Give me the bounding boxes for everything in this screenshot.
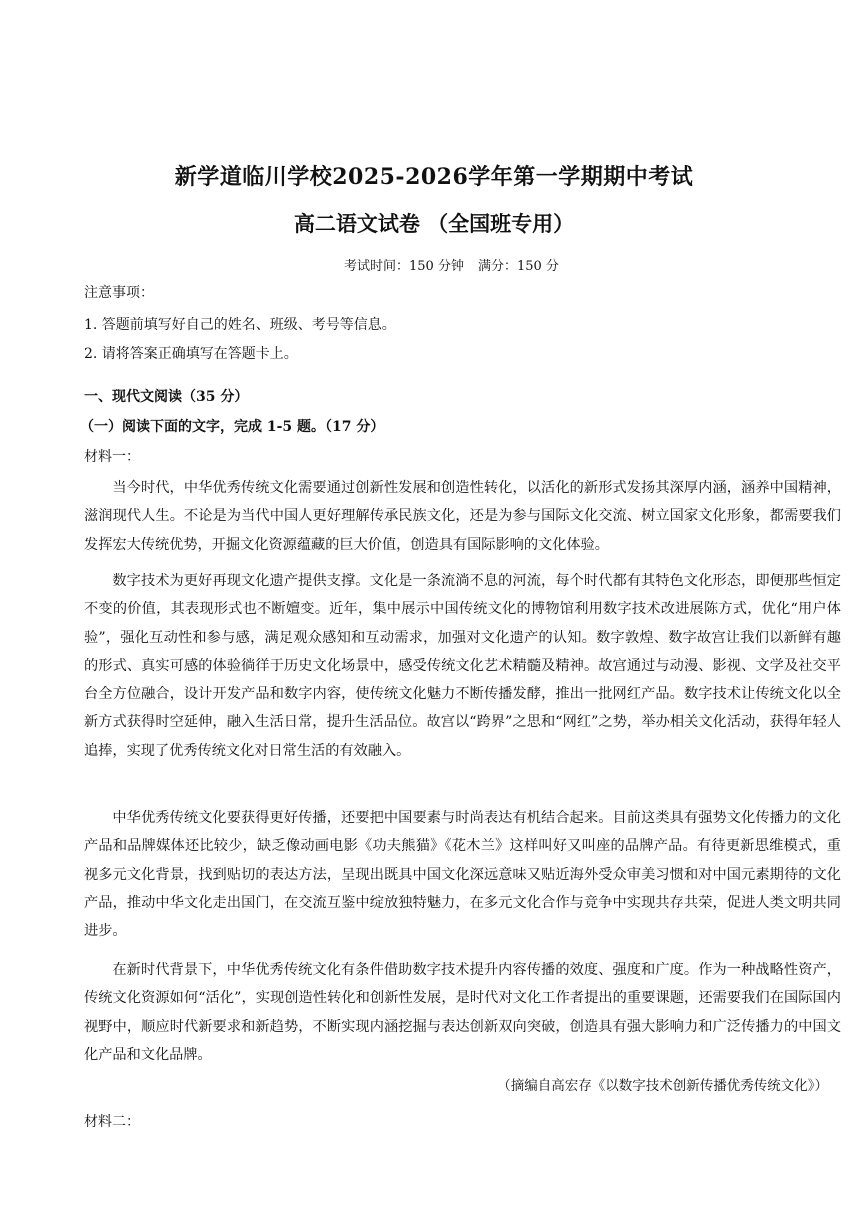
section-heading: 一、现代文阅读（35 分） [84, 389, 249, 405]
material-one-label: 材料一： [84, 449, 140, 465]
material-two-label: 材料二： [84, 1114, 140, 1130]
paragraph-2: 数字技术为更好再现文化遗产提供支撑。文化是一条流淌不息的河流，每个时代都有其特色文化形态，即便那些恒定不变的价值，其表现形式也不断嬗变。近年，集中展示中国传统文化的博物馆利用数字技术改进展陈方式，优化“用户体验”，强化互动性和参与感，满足观众感知和互动需求，加强对文化遗产的认知。数字敦煌、数字故宫让我们以新鲜有趣的形式、真实可感的体验徜徉于历史文化场景中，感受传统文化艺术精髓及精神。故宫通过与动漫、影视、文学及社交平台全方位融合，设计开发产品和数字内容，使传统文化魅力不断传播发酵，推出一批网红产品。数字技术让传统文化以全新方式获得时空延伸，融入生活日常，提升生活品位。故宫以“跨界”之思和“网红”之势，举办相关文化活动，获得年轻人追捧，实现了优秀传统文化对日常生活的有效融入。 [84, 573, 841, 759]
exam-info [344, 255, 559, 274]
question-group-heading: （一）阅读下面的文字，完成 1-5 题。（17 分） [80, 419, 385, 435]
paragraph-4: 在新时代背景下，中华优秀传统文化有条件借助数字技术提升内容传播的效度、强度和广度。作为一种战略性资产，传统文化资源如何“活化”，实现创造性转化和创新性发展，是时代对文化工作者提出的重要课题，还需要我们在国际国内视野中，顺应时代新要求和新趋势，不断实现内涵挖掘与表达创新双向突破，创造具有强大影响力和广泛传播力的中国文化产品和文化品牌。 [84, 962, 841, 1063]
full-score: 满分：150 分 [477, 259, 559, 274]
source-citation: （摘编自高宏存《以数字技术创新传播优秀传统文化》） [497, 1078, 828, 1094]
exam-time: 考试时间：150 分钟 [344, 259, 464, 274]
exam-title: 新学道临川学校2025-2026学年第一学期期中考试 [174, 164, 694, 190]
paragraph-1: 当今时代，中华优秀传统文化需要通过创新性发展和创造性转化，以活化的新形式发扬其深厚内涵，涵养中国精神，滋润现代人生。不论是为当代中国人更好理解传承民族文化，还是为参与国际文化交流、树立国家文化形象，都需要我们发挥宏大传统优势，开掘文化资源蕴藏的巨大价值，创造具有国际影响的文化体验。 [84, 480, 841, 553]
exam-subtitle: 高二语文试卷 （全国班专用） [293, 211, 575, 236]
notice-item-2: 2. 请将答案正确填写在答题卡上。 [84, 346, 298, 362]
paragraph-3: 中华优秀传统文化要获得更好传播，还要把中国要素与时尚表达有机结合起来。目前这类具有强势文化传播力的文化产品和品牌媒体还比较少，缺乏像动画电影《功夫熊猫》《花木兰》这样叫好又叫座的品牌产品。有待更新思维模式，重视多元文化背景，找到贴切的表达方法，呈现出既具中国文化深远意味又贴近海外受众审美习惯和对中国元素期待的文化产品，推动中华文化走出国门，在交流互鉴中绽放独特魅力，在多元文化合作与竞争中实现共存共荣，促进人类文明共同进步。 [84, 810, 841, 940]
notice-heading: 注意事项： [84, 285, 154, 301]
notice-item-1: 1. 答题前填写好自己的姓名、班级、考号等信息。 [84, 317, 396, 333]
